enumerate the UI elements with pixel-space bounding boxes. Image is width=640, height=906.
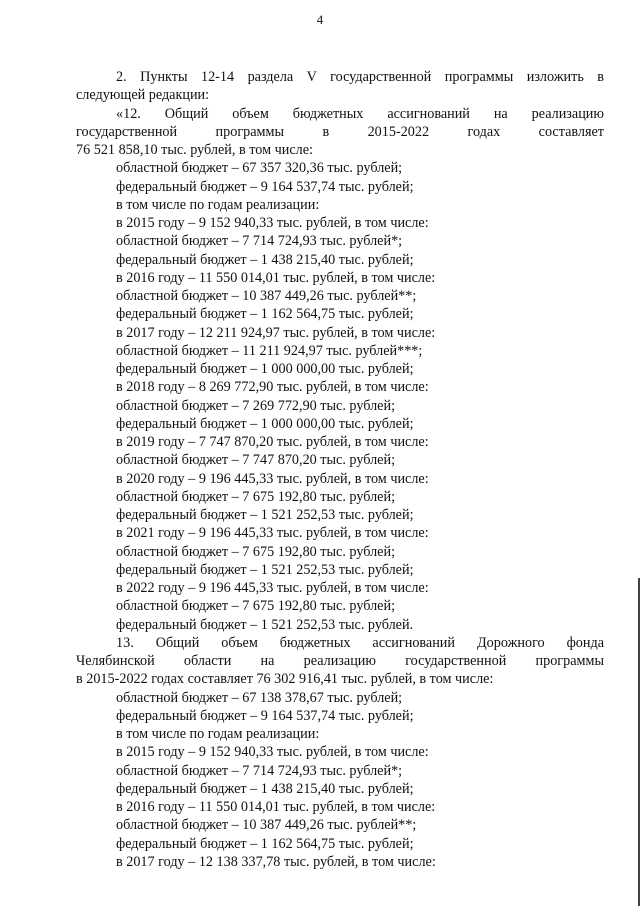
text-line: областной бюджет – 7 269 772,90 тыс. рублей; xyxy=(116,397,396,414)
text-line: областной бюджет – 10 387 449,26 тыс. рублей**; xyxy=(116,817,417,834)
text-line: в 2015-2022 годах составляет 76 302 916,41 тыс. рублей, в том числе: xyxy=(76,671,494,688)
text-line: областной бюджет – 67 138 378,67 тыс. рублей; xyxy=(116,689,403,706)
text-line: государственной программы в 2015-2022 годах составляет xyxy=(76,123,604,140)
page-number: 4 xyxy=(316,12,324,27)
text-line: федеральный бюджет – 1 521 252,53 тыс. рублей. xyxy=(116,616,414,633)
text-line: областной бюджет – 7 675 192,80 тыс. рублей; xyxy=(116,598,396,615)
text-line: федеральный бюджет – 1 438 215,40 тыс. рублей; xyxy=(116,780,414,797)
text-line: областной бюджет – 10 387 449,26 тыс. рублей**; xyxy=(116,288,417,304)
text-line: в 2021 году – 9 196 445,33 тыс. рублей, в том числе: xyxy=(116,525,429,542)
text-line: федеральный бюджет – 9 164 537,74 тыс. рублей; xyxy=(116,178,414,195)
text-line: в 2019 году – 7 747 870,20 тыс. рублей, в том числе: xyxy=(116,434,429,450)
text-line: в 2020 году – 9 196 445,33 тыс. рублей, в том числе: xyxy=(116,470,429,487)
text-line: областной бюджет – 67 357 320,36 тыс. рублей; xyxy=(116,160,403,177)
text-line: федеральный бюджет – 1 000 000,00 тыс. рублей; xyxy=(116,415,414,432)
text-line: федеральный бюджет – 1 162 564,75 тыс. рублей; xyxy=(116,306,414,323)
text-line: областной бюджет – 7 714 724,93 тыс. рублей*; xyxy=(116,233,403,250)
text-line: федеральный бюджет – 1 521 252,53 тыс. рублей; xyxy=(116,561,414,578)
text-line: в том числе по годам реализации: xyxy=(116,726,320,742)
text-line: областной бюджет – 7 747 870,20 тыс. рублей; xyxy=(116,452,396,469)
text-line: «12. Общий объем бюджетных ассигнований на реализацию xyxy=(116,105,604,122)
text-line: 76 521 858,10 тыс. рублей, в том числе: xyxy=(76,142,313,158)
text-line: в 2022 году – 9 196 445,33 тыс. рублей, в том числе: xyxy=(116,580,429,596)
text-line: в 2015 году – 9 152 940,33 тыс. рублей, в том числе: xyxy=(116,744,429,761)
text-line: 13. Общий объем бюджетных ассигнований Дорожного фонда xyxy=(116,634,604,651)
text-line: в 2017 году – 12 138 337,78 тыс. рублей, в том числе: xyxy=(116,853,436,870)
text-line: федеральный бюджет – 1 162 564,75 тыс. рублей; xyxy=(116,835,414,852)
text-line: 2. Пункты 12-14 раздела V государственной программы изложить в xyxy=(116,69,604,85)
text-line: федеральный бюджет – 9 164 537,74 тыс. рублей; xyxy=(116,707,414,724)
text-line: в 2017 году – 12 211 924,97 тыс. рублей, в том числе: xyxy=(116,324,436,341)
text-line: в 2016 году – 11 550 014,01 тыс. рублей, в том числе: xyxy=(116,799,436,815)
text-line: областной бюджет – 11 211 924,97 тыс. рублей***; xyxy=(116,342,423,359)
text-line: Челябинской области на реализацию государственной программы xyxy=(76,653,604,669)
text-line: областной бюджет – 7 714 724,93 тыс. рублей*; xyxy=(116,762,403,779)
text-line: федеральный бюджет – 1 000 000,00 тыс. рублей; xyxy=(116,361,414,377)
text-line: в 2018 году – 8 269 772,90 тыс. рублей, в том числе: xyxy=(116,379,429,396)
text-line: федеральный бюджет – 1 438 215,40 тыс. рублей; xyxy=(116,251,414,268)
text-line: областной бюджет – 7 675 192,80 тыс. рублей; xyxy=(116,543,396,560)
document-body xyxy=(76,68,604,871)
text-line: в том числе по годам реализации: xyxy=(116,196,320,213)
text-line: областной бюджет – 7 675 192,80 тыс. рублей; xyxy=(116,488,396,505)
text-line: федеральный бюджет – 1 521 252,53 тыс. рублей; xyxy=(116,507,414,523)
text-line: в 2015 году – 9 152 940,33 тыс. рублей, в том числе: xyxy=(116,215,429,231)
text-line: в 2016 году – 11 550 014,01 тыс. рублей, в том числе: xyxy=(116,269,436,286)
text-line: следующей редакции: xyxy=(76,87,210,104)
